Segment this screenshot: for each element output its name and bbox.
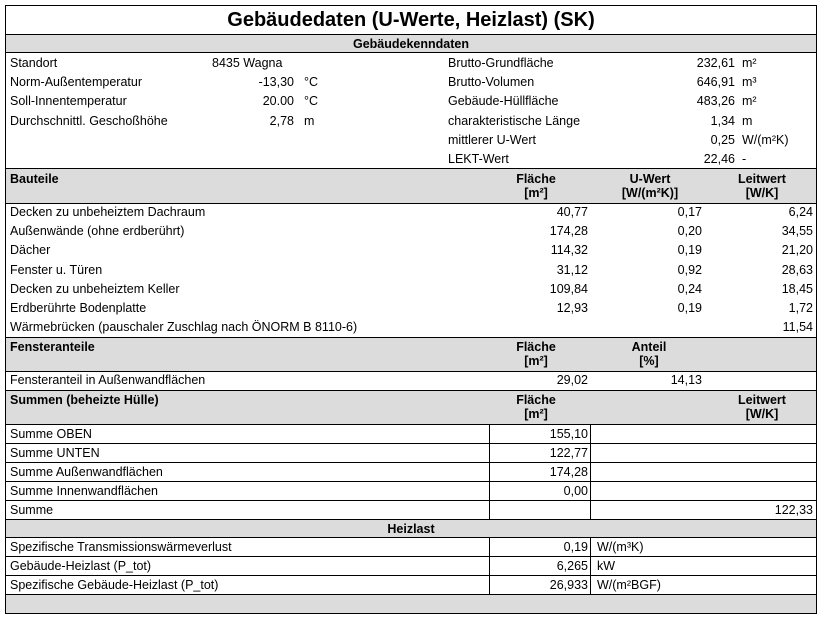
field-unit: °C (304, 94, 319, 108)
cell-flaeche: 29,02 (556, 373, 588, 387)
cell-leitwert: 34,55 (781, 224, 813, 238)
field-label: charakteristische Länge (448, 114, 581, 128)
field-label: Norm-Außentemperatur (10, 75, 142, 89)
column-header-flaeche: Fläche (516, 340, 556, 354)
row-label: Fenster u. Türen (10, 263, 103, 277)
column-header-leitwert: Leitwert (738, 172, 786, 186)
field-value: 0,25 (710, 133, 735, 147)
column-header-flaeche-unit: [m²] (524, 407, 548, 421)
row-label: Summe Innenwandflächen (10, 484, 159, 498)
divider (6, 556, 816, 557)
field-unit: m (304, 114, 315, 128)
field-value: 232,61 (696, 56, 735, 70)
cell-flaeche: 31,12 (556, 263, 588, 277)
cell-uwert: 0,24 (677, 282, 702, 296)
row-label: Dächer (10, 243, 51, 257)
cell-leitwert: 122,33 (774, 503, 813, 517)
column-header-flaeche: Fläche (516, 172, 556, 186)
field-value: -13,30 (258, 75, 294, 89)
column-header-leitwert-unit: [W/K] (745, 407, 779, 421)
section-title-summen: Summen (beheizte Hülle) (10, 393, 159, 407)
cell-flaeche: 0,00 (563, 484, 588, 498)
cell-leitwert: 6,24 (788, 205, 813, 219)
cell-flaeche: 12,93 (556, 301, 588, 315)
section-header-bauteile (6, 169, 816, 203)
cell-flaeche: 40,77 (556, 205, 588, 219)
cell-unit: W/(m³K) (597, 540, 644, 554)
section-title-kenndaten: Gebäudekenndaten (353, 37, 469, 51)
divider (6, 443, 816, 444)
field-label: Standort (10, 56, 58, 70)
column-header-flaeche: Fläche (516, 393, 556, 407)
column-header-flaeche-unit: [m²] (524, 354, 548, 368)
cell-unit: W/(m²BGF) (597, 578, 661, 592)
field-value: 2,78 (269, 114, 294, 128)
cell-uwert: 0,19 (677, 243, 702, 257)
row-label: Decken zu unbeheiztem Dachraum (10, 205, 206, 219)
cell-leitwert: 1,72 (788, 301, 813, 315)
row-label: Außenwände (ohne erdberührt) (10, 224, 185, 238)
row-label: Summe (10, 503, 54, 517)
divider (6, 500, 816, 501)
cell-leitwert: 21,20 (781, 243, 813, 257)
row-label: Fensteranteil in Außenwandflächen (10, 373, 206, 387)
field-label: Gebäude-Hüllfläche (448, 94, 559, 108)
column-header-leitwert: Leitwert (738, 393, 786, 407)
section-title-heizlast: Heizlast (387, 522, 435, 536)
section-title-fensteranteile: Fensteranteile (10, 340, 95, 354)
cell-unit: kW (597, 559, 616, 573)
row-label: Erdberührte Bodenplatte (10, 301, 147, 315)
field-value: 20.00 (262, 94, 294, 108)
cell-flaeche: 109,84 (549, 282, 588, 296)
field-value: 22,46 (703, 152, 735, 166)
grid-line (590, 424, 591, 519)
field-label: Brutto-Volumen (448, 75, 535, 89)
section-header-fensteranteile (6, 338, 816, 371)
row-label: Decken zu unbeheiztem Keller (10, 282, 180, 296)
field-unit: m² (742, 94, 757, 108)
column-header-anteil-unit: [%] (639, 354, 659, 368)
divider (6, 424, 816, 425)
field-unit: m³ (742, 75, 757, 89)
grid-line (590, 537, 591, 594)
field-value: 646,91 (696, 75, 735, 89)
field-label: Durchschnittl. Geschoßhöhe (10, 114, 168, 128)
field-value: 1,34 (710, 114, 735, 128)
divider (6, 537, 816, 538)
divider (6, 481, 816, 482)
field-label: LEKT-Wert (448, 152, 509, 166)
row-label: Summe UNTEN (10, 446, 100, 460)
column-header-anteil: Anteil (631, 340, 667, 354)
cell-uwert: 0,17 (677, 205, 702, 219)
section-title-bauteile: Bauteile (10, 172, 59, 186)
field-label: Brutto-Grundfläche (448, 56, 554, 70)
cell-uwert: 0,92 (677, 263, 702, 277)
column-header-flaeche-unit: [m²] (524, 186, 548, 200)
field-label: mittlerer U-Wert (448, 133, 536, 147)
cell-flaeche: 174,28 (549, 224, 588, 238)
field-value: 8435 Wagna (212, 56, 283, 70)
field-unit: W/(m²K) (742, 133, 789, 147)
row-label: Summe OBEN (10, 427, 92, 441)
cell-leitwert: 11,54 (782, 320, 813, 334)
row-label: Spezifische Transmissionswärmeverlust (10, 540, 232, 554)
cell-value: 6,265 (556, 559, 588, 573)
field-unit: m² (742, 56, 757, 70)
cell-value: 0,19 (563, 540, 588, 554)
cell-flaeche: 174,28 (549, 465, 588, 479)
page-title: Gebäudedaten (U-Werte, Heizlast) (SK) (227, 9, 595, 31)
cell-flaeche: 114,32 (550, 243, 588, 257)
row-label: Summe Außenwandflächen (10, 465, 163, 479)
row-label: Wärmebrücken (pauschaler Zuschlag nach ÖNORM B 8110-6) (10, 320, 358, 334)
cell-value: 26,933 (549, 578, 588, 592)
field-value: 483,26 (696, 94, 735, 108)
cell-leitwert: 28,63 (781, 263, 813, 277)
column-header-uwert: U-Wert (629, 172, 671, 186)
cell-anteil: 14,13 (670, 373, 702, 387)
field-label: Soll-Innentemperatur (10, 94, 127, 108)
row-label: Spezifische Gebäude-Heizlast (P_tot) (10, 578, 219, 592)
cell-uwert: 0,19 (677, 301, 702, 315)
cell-uwert: 0,20 (677, 224, 702, 238)
row-label: Gebäude-Heizlast (P_tot) (10, 559, 152, 573)
cell-flaeche: 122,77 (549, 446, 588, 460)
field-unit: m (742, 114, 753, 128)
divider (6, 462, 816, 463)
divider (6, 575, 816, 576)
cell-flaeche: 155,10 (549, 427, 588, 441)
footer-band (6, 595, 816, 613)
divider (6, 52, 816, 53)
field-unit: - (742, 152, 747, 166)
cell-leitwert: 18,45 (781, 282, 813, 296)
column-header-uwert-unit: [W/(m²K)] (621, 186, 679, 200)
field-unit: °C (304, 75, 319, 89)
column-header-leitwert-unit: [W/K] (745, 186, 779, 200)
